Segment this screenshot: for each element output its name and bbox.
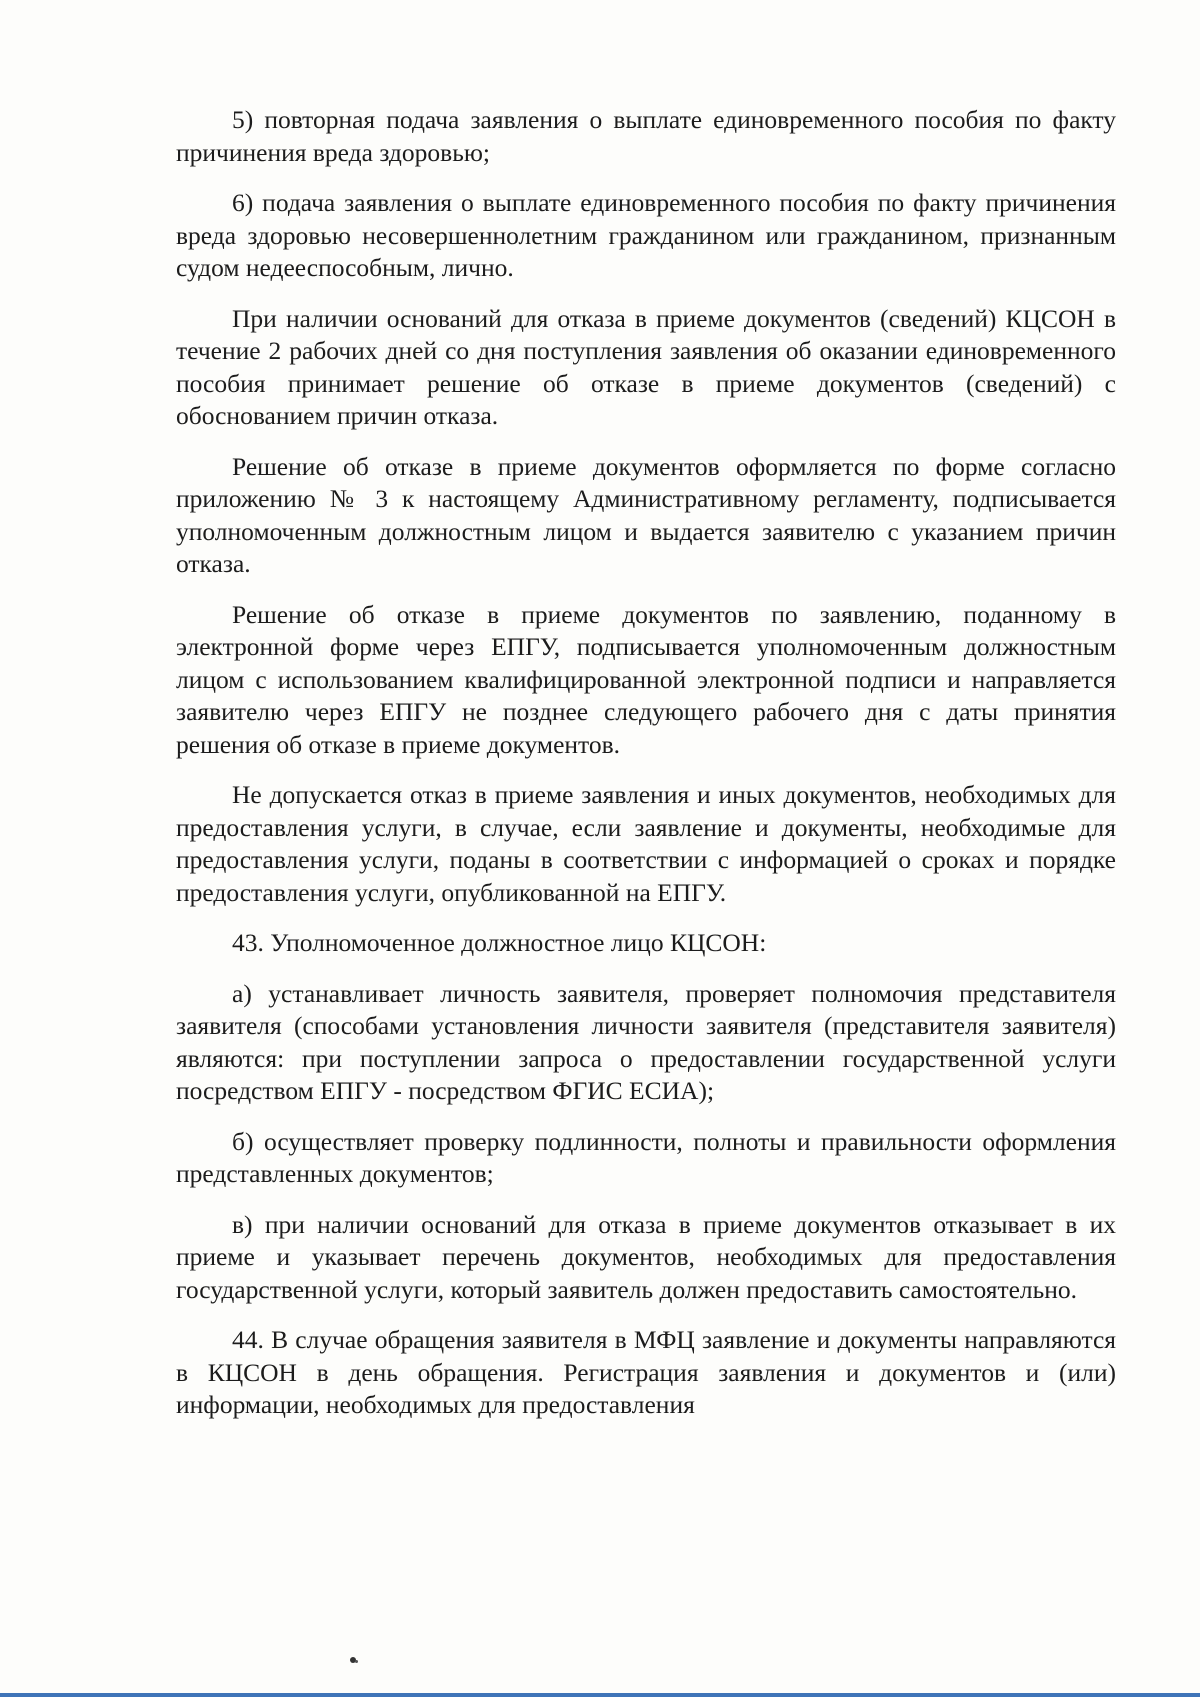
paragraph-refusal-grounds: При наличии оснований для отказа в приеме документов (сведений) КЦСОН в течение 2 рабочих дней со дня поступления заявления об оказании единовременного пособия принимает решение об отказе в приеме документов (сведений) с обоснованием причин отказа.	[176, 303, 1116, 430]
document-body	[176, 104, 1116, 1422]
scan-bottom-edge	[0, 1693, 1200, 1697]
paragraph-section-43: 43. Уполномоченное должностное лицо КЦСОН:	[232, 928, 767, 957]
paragraph-43-b: б) осуществляет проверку подлинности, полноты и правильности оформления представленных документов;	[176, 1126, 1116, 1188]
paragraph-section-44: 44. В случае обращения заявителя в МФЦ заявление и документы направляются в КЦСОН в день обращения. Регистрация заявления и документов и (или) информации, необходимых для предоставления	[176, 1325, 1116, 1419]
paragraph-item-6: 6) подача заявления о выплате единовременного пособия по факту причинения вреда здоровью несовершеннолетним гражданином или гражданином, признанным судом недееспособным, лично.	[176, 188, 1116, 282]
paragraph-refusal-not-allowed: Не допускается отказ в приеме заявления и иных документов, необходимых для предоставления услуги, в случае, если заявление и документы, необходимые для предоставления услуги, поданы в соответствии с информацией о сроках и порядке предоставления услуги, опубликованной на ЕПГУ.	[176, 780, 1116, 907]
paragraph-refusal-form: Решение об отказе в приеме документов оформляется по форме согласно приложению № 3 к настоящему Административному регламенту, подписывается уполномоченным должностным лицом и выдается заявителю с указанием причин отказа.	[176, 451, 1116, 578]
paragraph-item-5: 5) повторная подача заявления о выплате единовременного пособия по факту причинения вреда здоровью;	[176, 105, 1116, 167]
paragraph-refusal-electronic: Решение об отказе в приеме документов по заявлению, поданному в электронной форме через ЕПГУ, подписывается уполномоченным должностным лицом с использованием квалифицированной электронной подписи и направляется заявителю через ЕПГУ не позднее следующего рабочего дня с даты принятия решения об отказе в приеме документов.	[176, 599, 1116, 759]
paragraph-43-v: в) при наличии оснований для отказа в приеме документов отказывает в их приеме и указывает перечень документов, необходимых для предоставления государственной услуги, который заявитель должен предоставить самостоятельно.	[176, 1209, 1116, 1304]
paragraph-43-a: а) устанавливает личность заявителя, проверяет полномочия представителя заявителя (способами установления личности заявителя (представителя заявителя) являются: при поступлении запроса о предоставлении государственной услуги посредством ЕПГУ - посредством ФГИС ЕСИА);	[176, 978, 1116, 1105]
scan-speck-small	[355, 1660, 358, 1663]
